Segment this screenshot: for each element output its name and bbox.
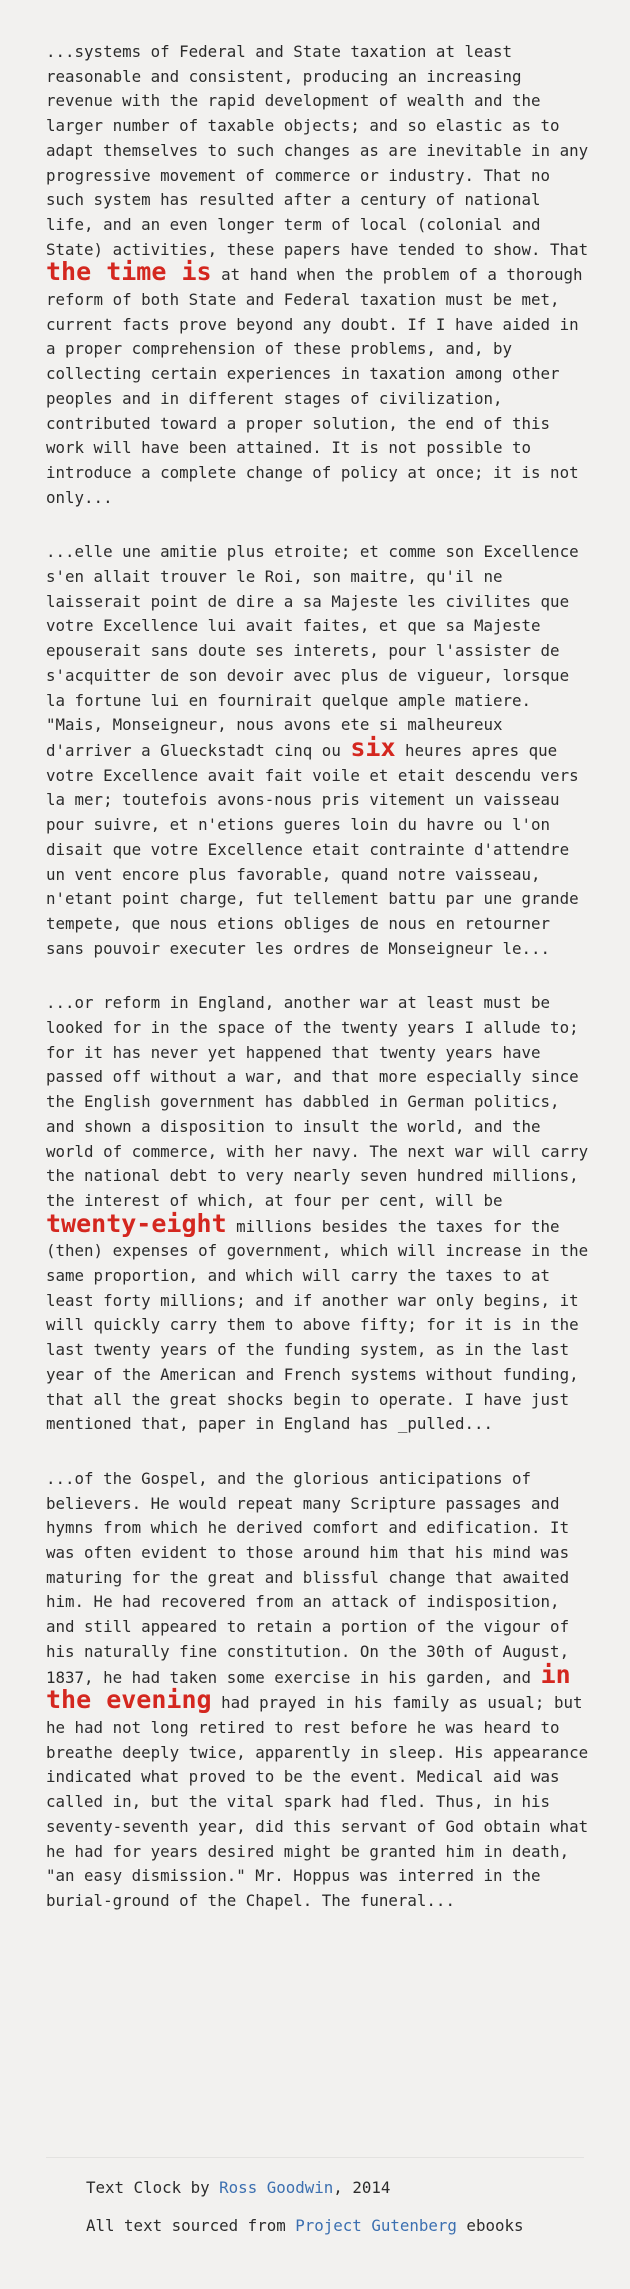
credit-line <box>86 2176 584 2200</box>
gutenberg-link[interactable]: Project Gutenberg <box>295 2216 457 2235</box>
passage-text-after: had prayed in his family as usual; but he had not long retired to rest before he was heard to breathe deeply twice, apparently in sleep. His appearance indicated what proved to be the event. Medical aid was called in, but the vital spark had fled. Thus, in his seventy-seventh year, did this servant of God obtain what he had for years desired might be granted him in death, "an easy dismission." Mr. Hoppus was interred in the burial-ground of the Chapel. The funeral... <box>46 1693 589 1910</box>
passage-text-after: at hand when the problem of a thorough reform of both State and Federal taxation must be met, current facts prove beyond any doubt. If I have aided in a proper comprehension of these problems, and, by collecting certain experiences in taxation among other peoples and in different stages of civilization, contributed toward a proper solution, the end of this work will have been attained. It is not possible to introduce a complete change of policy at once; it is not only... <box>46 265 583 507</box>
passage-1 <box>46 40 596 510</box>
credit-prefix: Text Clock by <box>86 2178 220 2197</box>
source-prefix: All text sourced from <box>86 2216 296 2235</box>
time-highlight: in the evening <box>46 1659 571 1715</box>
author-link[interactable]: Ross Goodwin <box>219 2178 334 2197</box>
source-suffix: ebooks <box>456 2216 524 2235</box>
source-line <box>86 2214 584 2238</box>
passage-text-before: ...or reform in England, another war at least must be looked for in the space of the twenty years I allude to; for it has never yet happened that twenty years have passed off without a war, and that more especially since the English government has dabbled in German politics, and shown a disposition to insult the world, and the world of commerce, with her navy. The next war will carry the national debt to very nearly seven hundred millions, the interest of which, at four per cent, will be <box>46 993 589 1210</box>
passage-2 <box>46 540 596 961</box>
passage-4 <box>46 1467 596 1914</box>
passage-text-after: heures apres que votre Excellence avait fait voile et etait descendu vers la mer; toutefois avons-nous pris vitement un vaisseau pour suivre, et n'etions gueres loin du havre ou l'on disait que votre Excellence etait contrainte d'attendre un vent encore plus favorable, quand notre vaisseau, n'etant point charge, fut tellement battu par une grande tempete, que nous etions obliges de nous en retourner sans pouvoir executer les ordres de Monseigneur le... <box>46 740 579 958</box>
passage-text-before: ...systems of Federal and State taxation at least reasonable and consistent, producing an increasing revenue with the rapid development of wealth and the larger number of taxable objects; and so elastic as to adapt themselves to such changes as are inevitable in any progressive movement of commerce or industry. That no such system has resulted after a century of national life, and an even longer term of local (colonial and State) activities, these papers have tended to show. That <box>46 42 589 259</box>
footer <box>46 2157 584 2252</box>
passage-text-before: ...of the Gospel, and the glorious anticipations of believers. He would repeat many Scripture passages and hymns from which he derived comfort and edification. It was often evident to those around him that his mind was maturing for the great and blissful change that awaited him. He had recovered from an attack of indisposition, and still appeared to retain a portion of the vigour of his naturally fine constitution. On the 30th of August, 1837, he had taken some exercise in his garden, and <box>46 1468 570 1687</box>
passage-text-before: ...elle une amitie plus etroite; et comme son Excellence s'en allait trouver le Roi, son maitre, qu'il ne laisserait point de dire a sa Majeste les civilites que votre Excellence lui avait faites, et que sa Majeste epouserait sans doute ses interets, pour l'assister de s'acquitter de son devoir avec plus de vigueur, lorsque la fortune lui en fournirait quelque ample matiere. "Mais, Monseigneur, nous avons ete si malheureux d'arriver a Glueckstadt cinq ou <box>46 542 579 760</box>
credit-suffix: , 2014 <box>333 2178 391 2197</box>
passage-text-after: millions besides the taxes for the (then) expenses of government, which will increase in the same proportion, and which will carry the taxes to at least forty millions; and if another war only begins, it will quickly carry them to above fifty; for it is in the last twenty years of the funding system, as in the last year of the American and French systems without funding, that all the great shocks begin to operate. I have just mentioned that, paper in England has _pulled... <box>46 1216 589 1434</box>
time-highlight: the time is <box>46 257 212 287</box>
passages-container <box>46 40 596 1944</box>
passage-3 <box>46 991 596 1437</box>
time-highlight: twenty-eight <box>46 1208 227 1238</box>
time-highlight: six <box>350 732 396 762</box>
